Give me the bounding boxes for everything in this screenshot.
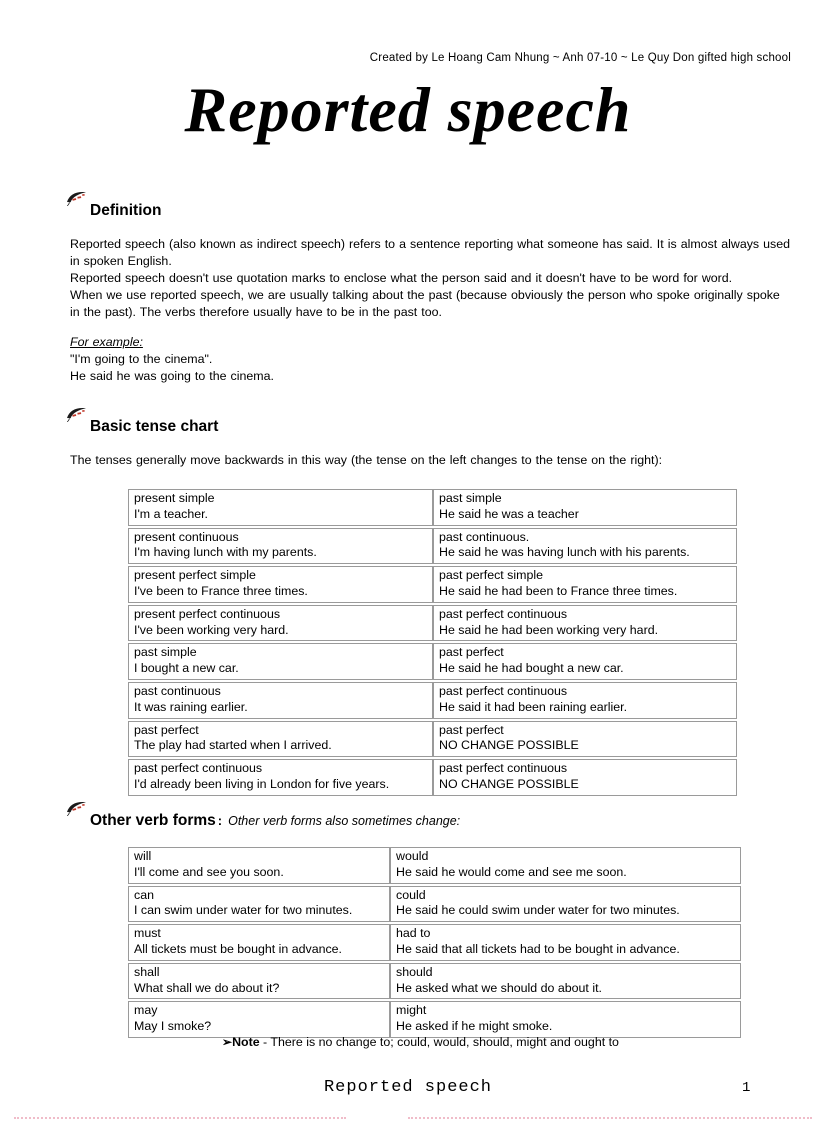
- basic-tense-heading: [66, 406, 218, 435]
- verb-example: What shall we do about it?: [134, 980, 280, 995]
- tense-label: past perfect: [439, 645, 504, 660]
- definition-heading-label: Definition: [90, 201, 162, 219]
- table-row: [128, 643, 737, 680]
- cell-reported: [433, 489, 737, 526]
- swoosh-pen-icon: [66, 800, 88, 821]
- swoosh-pen-icon: [66, 406, 88, 427]
- table-row: [128, 682, 737, 719]
- cell-reported: [433, 605, 737, 642]
- table-row: [128, 489, 737, 526]
- example-label: For example:: [70, 335, 143, 349]
- tense-label: past perfect continuous: [134, 761, 263, 776]
- definition-paragraph-2: Reported speech doesn't use quotation marks to enclose what the person said and it doesn't have to be word for word.: [70, 270, 733, 285]
- table-row: [128, 566, 737, 603]
- definition-paragraph-3: When we use reported speech, we are usually talking about the past (because obviously the person who spoke originally spoke in the past). The verbs therefore usually have to be in the past too.: [70, 287, 780, 319]
- note-text: - There is no change to; could, would, should, might and ought to: [259, 1035, 619, 1049]
- verb-example: He said he would come and see me soon.: [396, 864, 627, 879]
- table-row: [128, 721, 737, 758]
- table-row: [128, 847, 741, 884]
- verb-label: should: [396, 964, 433, 979]
- tense-example: NO CHANGE POSSIBLE: [439, 776, 579, 791]
- definition-heading: [66, 190, 161, 219]
- verb-label: had to: [396, 926, 431, 941]
- cell-direct: [128, 566, 433, 603]
- table-row: [128, 759, 737, 796]
- verb-label: will: [134, 849, 152, 863]
- cell-reported: [433, 721, 737, 758]
- example-reported-line: He said he was going to the cinema.: [70, 368, 274, 383]
- cell-reported: [433, 682, 737, 719]
- definition-paragraphs: [70, 236, 790, 321]
- credit-line: Created by Le Hoang Cam Nhung ~ Anh 07-10 ~ Le Quy Don gifted high school: [369, 52, 791, 64]
- cell-reported: [433, 566, 737, 603]
- tense-label: past continuous.: [439, 529, 530, 544]
- bottom-dotted-divider: [408, 1117, 812, 1119]
- cell-direct: [128, 886, 390, 923]
- example-block: [70, 334, 790, 385]
- verb-label: can: [134, 887, 154, 902]
- example-direct-line: "I'm going to the cinema".: [70, 351, 213, 366]
- cell-reported: [390, 847, 741, 884]
- tense-example: NO CHANGE POSSIBLE: [439, 738, 579, 753]
- cell-direct: [128, 1001, 390, 1038]
- basic-tense-intro: The tenses generally move backwards in this way (the tense on the left changes to the tense on the right):: [70, 453, 663, 467]
- tense-label: past perfect: [134, 722, 199, 737]
- cell-direct: [128, 847, 390, 884]
- cell-reported: [433, 759, 737, 796]
- tense-example: I bought a new car.: [134, 661, 239, 676]
- cell-direct: [128, 721, 433, 758]
- verb-example: He said that all tickets had to be bought in advance.: [396, 941, 680, 956]
- basic-tense-heading-label: Basic tense chart: [90, 417, 219, 435]
- verb-example: He asked what we should do about it.: [396, 980, 602, 995]
- verb-label: shall: [134, 964, 160, 979]
- tense-label: past perfect continuous: [439, 606, 568, 621]
- verb-label: would: [396, 849, 429, 863]
- table-row: [128, 963, 741, 1000]
- cell-direct: [128, 528, 433, 565]
- cell-reported: [390, 924, 741, 961]
- note-line: [222, 1035, 619, 1049]
- footer-title: Reported speech: [323, 1078, 493, 1097]
- table-row: [128, 605, 737, 642]
- heading-colon: :: [217, 813, 223, 828]
- swoosh-pen-icon: [66, 190, 88, 211]
- tense-label: past perfect: [439, 722, 504, 737]
- tense-label: past perfect continuous: [439, 761, 568, 776]
- other-verb-forms-subtitle: Other verb forms also sometimes change:: [228, 814, 461, 828]
- cell-direct: [128, 643, 433, 680]
- table-row: [128, 924, 741, 961]
- verb-label: must: [134, 926, 161, 941]
- cell-direct: [128, 489, 433, 526]
- tense-label: past simple: [439, 491, 502, 505]
- cell-reported: [390, 963, 741, 1000]
- tense-example: The play had started when I arrived.: [134, 738, 332, 753]
- cell-direct: [128, 682, 433, 719]
- tense-label: present perfect continuous: [134, 606, 281, 621]
- tense-label: present simple: [134, 491, 215, 505]
- tense-example: He said he had bought a new car.: [439, 661, 624, 676]
- cell-reported: [433, 643, 737, 680]
- arrow-bullet-icon: ➢: [222, 1035, 233, 1049]
- tense-example: He said he had been to France three times.: [439, 583, 678, 598]
- cell-direct: [128, 963, 390, 1000]
- cell-direct: [128, 924, 390, 961]
- table-row: [128, 886, 741, 923]
- cell-direct: [128, 605, 433, 642]
- tense-label: past perfect continuous: [439, 683, 568, 698]
- bottom-dotted-divider: [14, 1117, 346, 1119]
- verb-example: I'll come and see you soon.: [134, 864, 284, 879]
- tense-example: I'm a teacher.: [134, 506, 208, 521]
- tense-label: past simple: [134, 645, 197, 660]
- verb-label: could: [396, 887, 426, 902]
- tense-example: I'd already been living in London for five years.: [134, 776, 390, 791]
- tense-example: I've been to France three times.: [134, 583, 308, 598]
- cell-direct: [128, 759, 433, 796]
- tense-example: He said he had been working very hard.: [439, 622, 659, 637]
- other-verb-forms-heading: [66, 800, 460, 829]
- tense-label: present continuous: [134, 529, 239, 544]
- cell-reported: [390, 1001, 741, 1038]
- tense-example: It was raining earlier.: [134, 699, 248, 714]
- table-row: [128, 1001, 741, 1038]
- tense-label: past continuous: [134, 683, 221, 698]
- verb-example: May I smoke?: [134, 1019, 212, 1034]
- tense-example: He said he was having lunch with his parents.: [439, 545, 690, 560]
- note-label: Note: [232, 1035, 260, 1049]
- cell-reported: [433, 528, 737, 565]
- tense-label: past perfect simple: [439, 568, 543, 583]
- verb-example: All tickets must be bought in advance.: [134, 941, 343, 956]
- tense-example: I've been working very hard.: [134, 622, 289, 637]
- cell-reported: [390, 886, 741, 923]
- verb-example: He asked if he might smoke.: [396, 1019, 553, 1034]
- definition-paragraph-1: Reported speech (also known as indirect speech) refers to a sentence reporting what someone has said. It is almost always used in spoken English.: [70, 237, 791, 268]
- tense-example: I'm having lunch with my parents.: [134, 545, 317, 560]
- verb-example: I can swim under water for two minutes.: [134, 903, 353, 918]
- page-title: Reported speech: [184, 74, 632, 145]
- verb-example: He said he could swim under water for two minutes.: [396, 903, 680, 918]
- tense-example: He said it had been raining earlier.: [439, 699, 628, 714]
- other-verb-forms-table: [128, 845, 741, 1040]
- tense-example: He said he was a teacher: [439, 506, 579, 521]
- verb-label: may: [134, 1003, 158, 1018]
- basic-tense-table: [128, 487, 737, 798]
- page-number: 1: [742, 1080, 751, 1096]
- table-row: [128, 528, 737, 565]
- other-verb-forms-heading-label: Other verb forms: [90, 811, 216, 829]
- verb-label: might: [396, 1003, 427, 1018]
- tense-label: present perfect simple: [134, 568, 256, 583]
